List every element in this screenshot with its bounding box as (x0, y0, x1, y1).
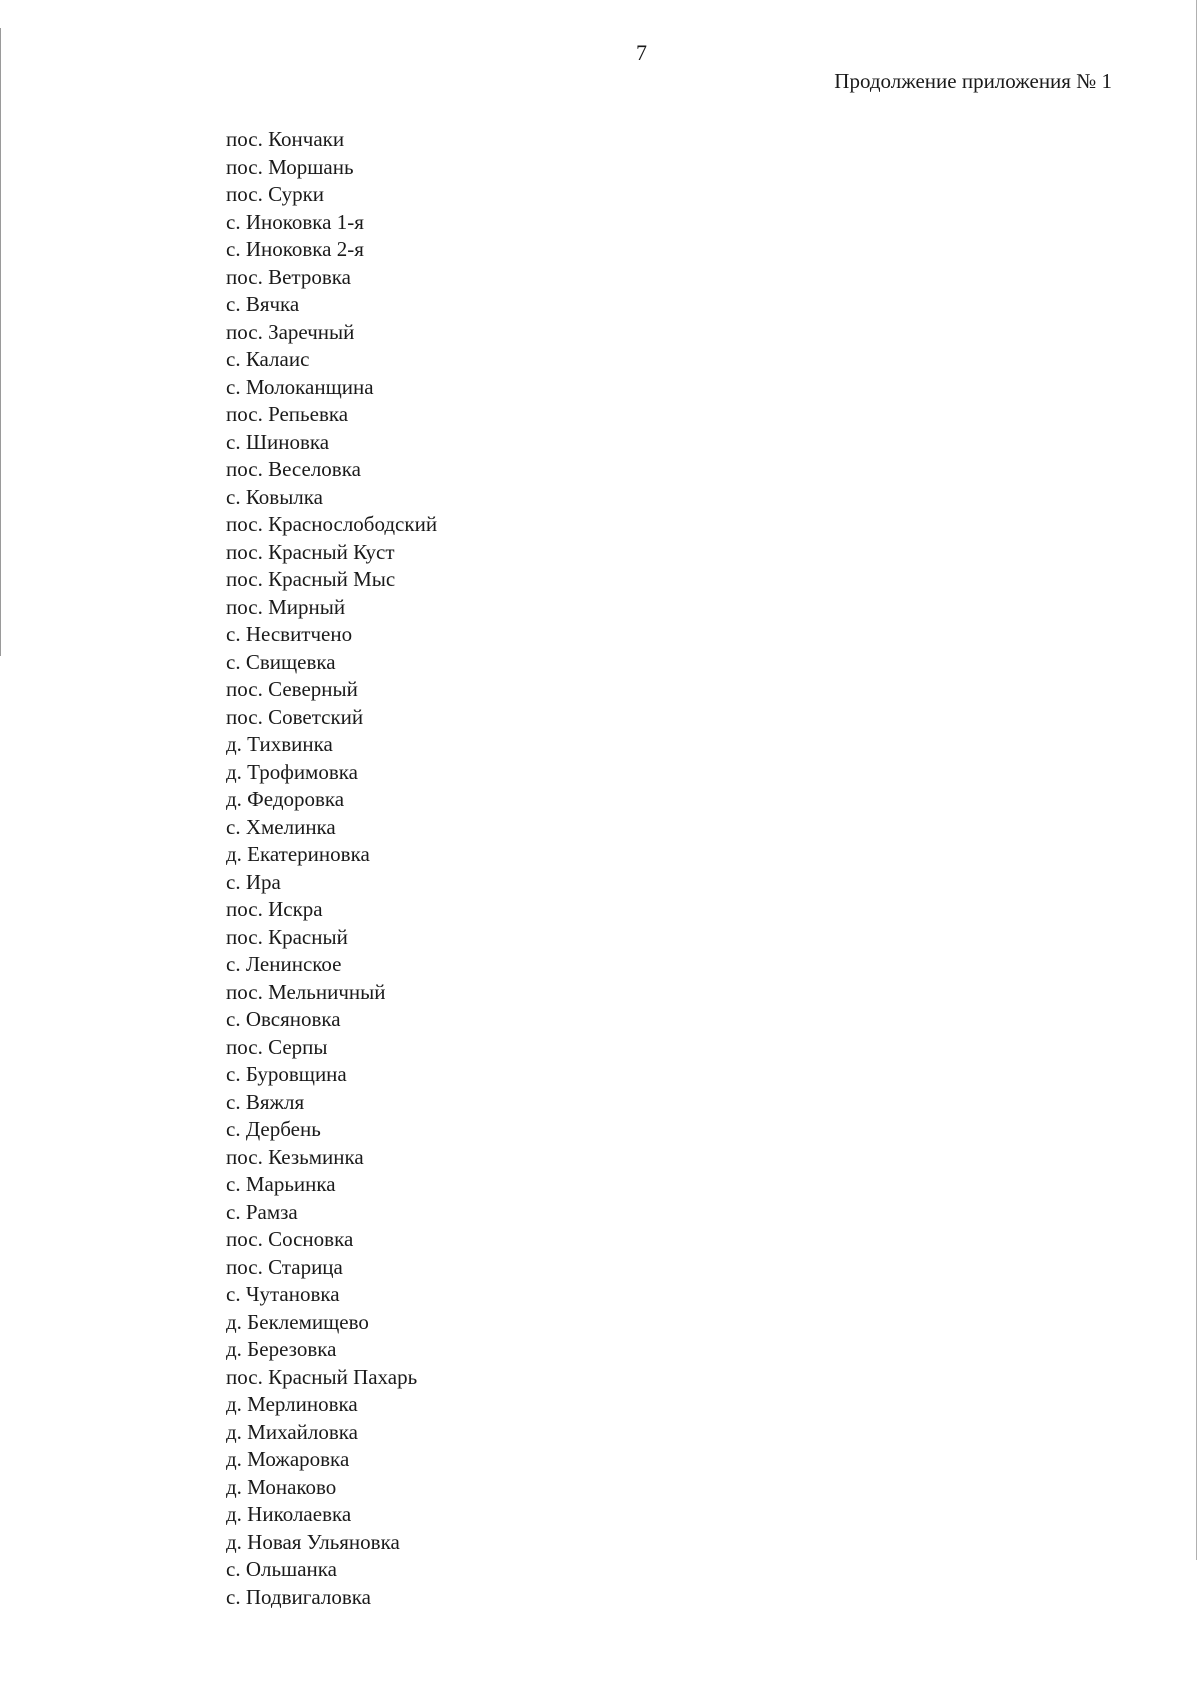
settlement-item: с. Подвигаловка (226, 1584, 371, 1609)
settlement-item: пос. Мирный (226, 594, 346, 619)
settlement-item: д. Федоровка (226, 787, 345, 811)
settlement-item: с. Овсяновка (226, 1007, 341, 1031)
settlement-item: д. Мерлиновка (226, 1392, 358, 1416)
settlement-item: с. Свищевка (226, 649, 336, 674)
settlement-item: пос. Красный (226, 924, 348, 949)
settlement-item: д. Трофимовка (226, 759, 358, 784)
settlement-item: с. Ира (226, 869, 281, 894)
scan-edge-right (1196, 0, 1197, 1560)
settlement-item: д. Новая Ульяновка (226, 1529, 400, 1554)
settlement-item: с. Шиновка (226, 429, 330, 454)
settlement-item: с. Вяжля (226, 1089, 305, 1114)
settlement-item: д. Березовка (226, 1337, 337, 1361)
settlement-item: с. Иноковка 2-я (226, 237, 364, 261)
settlement-item: пос. Репьевка (226, 402, 349, 426)
settlement-item: с. Калаис (226, 347, 310, 371)
settlement-item: пос. Краснослободский (226, 512, 438, 536)
settlement-item: пос. Моршань (226, 154, 354, 179)
settlement-item: пос. Красный Куст (226, 539, 395, 564)
settlement-item: д. Михайловка (226, 1419, 358, 1444)
settlement-item: с. Несвитчено (226, 622, 353, 646)
settlement-item: д. Монаково (226, 1474, 337, 1499)
settlement-item: с. Молоканщина (226, 374, 374, 399)
settlement-item: пос. Искра (226, 897, 323, 921)
settlement-item: пос. Кончаки (226, 127, 345, 151)
settlement-item: с. Ковылка (226, 484, 323, 509)
settlement-list (226, 126, 437, 1611)
settlement-item: с. Дербень (226, 1117, 321, 1141)
settlement-item: пос. Красный Мыс (226, 567, 396, 591)
settlement-item: с. Буровщина (226, 1062, 347, 1086)
appendix-caption: Продолжение приложения № 1 (834, 69, 1112, 93)
settlement-item: пос. Веселовка (226, 457, 361, 481)
settlement-item: с. Хмелинка (226, 814, 336, 839)
settlement-item: с. Иноковка 1-я (226, 209, 364, 234)
settlement-item: д. Можаровка (226, 1447, 350, 1471)
settlement-item: с. Чутановка (226, 1282, 340, 1306)
settlement-item: д. Тихвинка (226, 732, 333, 756)
settlement-item: д. Беклемищево (226, 1309, 369, 1334)
settlement-item: пос. Кезьминка (226, 1144, 364, 1169)
settlement-item: д. Екатериновка (226, 842, 370, 866)
settlement-item: с. Вячка (226, 292, 300, 316)
scan-edge-left (0, 28, 1, 656)
settlement-item: пос. Красный Пахарь (226, 1364, 418, 1389)
settlement-item: с. Рамза (226, 1199, 298, 1224)
settlement-item: пос. Советский (226, 704, 364, 729)
settlement-item: с. Ленинское (226, 952, 342, 976)
settlement-item: д. Николаевка (226, 1502, 352, 1526)
settlement-item: пос. Сурки (226, 182, 325, 206)
settlement-item: пос. Сосновка (226, 1227, 354, 1251)
settlement-item: пос. Мельничный (226, 979, 386, 1004)
settlement-item: с. Марьинка (226, 1172, 336, 1196)
settlement-item: пос. Старица (226, 1254, 343, 1279)
settlement-item: с. Ольшанка (226, 1557, 337, 1581)
settlement-item: пос. Ветровка (226, 264, 351, 289)
page-number: 7 (636, 40, 647, 65)
settlement-item: пос. Заречный (226, 319, 355, 344)
settlement-item: пос. Серпы (226, 1034, 328, 1059)
settlement-item: пос. Северный (226, 677, 358, 701)
